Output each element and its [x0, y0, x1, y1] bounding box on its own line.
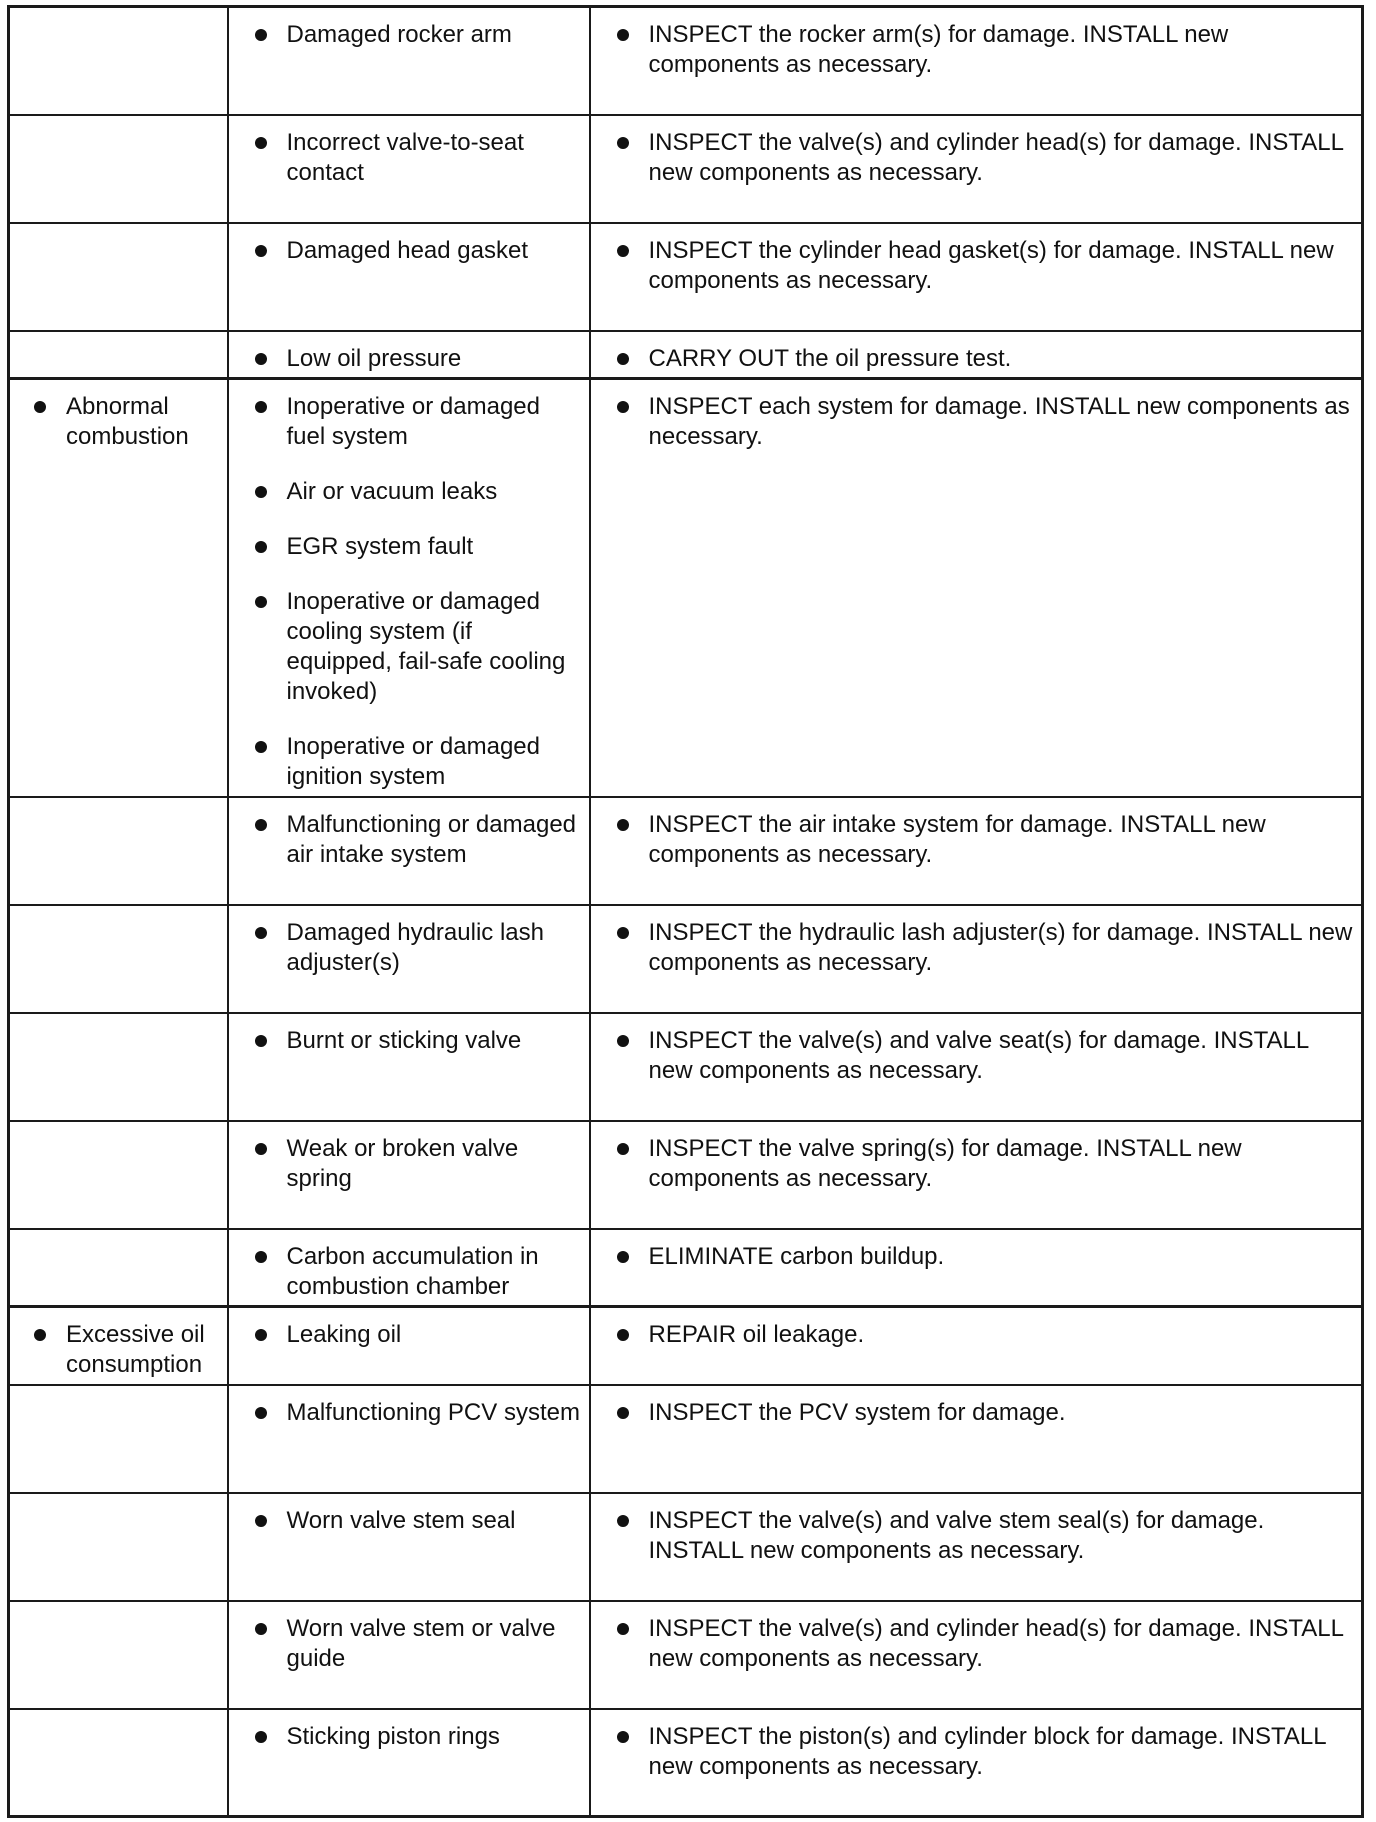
cause-text: Damaged hydraulic lash adjuster(s)	[286, 918, 544, 976]
bullet-icon	[34, 401, 46, 413]
cause-item	[229, 128, 581, 188]
cause-cell	[228, 331, 590, 379]
action-cell	[590, 223, 1363, 331]
table-row	[9, 7, 1363, 115]
cause-cell	[228, 905, 590, 1013]
cause-item	[229, 1722, 581, 1752]
action-text: INSPECT the PCV system for damage.	[648, 1398, 1066, 1426]
action-text: INSPECT the cylinder head gasket(s) for damage. INSTALL new components as necessary.	[648, 236, 1334, 294]
action-item	[591, 810, 1354, 870]
symptom-item	[10, 392, 219, 452]
bullet-icon	[255, 486, 267, 498]
symptom-cell	[9, 115, 228, 223]
cause-item	[229, 20, 581, 50]
action-cell	[590, 1493, 1363, 1601]
cause-text: Worn valve stem or valve guide	[286, 1614, 556, 1672]
cause-cell	[228, 223, 590, 331]
action-cell	[590, 1013, 1363, 1121]
symptom-text: Excessive oil consumption	[66, 1321, 205, 1378]
action-item	[591, 236, 1354, 296]
bullet-icon	[617, 29, 629, 41]
symptom-cell	[9, 1013, 228, 1121]
action-item	[591, 1134, 1354, 1194]
cause-cell	[228, 115, 590, 223]
action-item	[591, 1722, 1354, 1782]
cause-item	[229, 1506, 581, 1536]
symptom-cell	[9, 1385, 228, 1493]
symptom-item	[10, 1320, 219, 1380]
diagnosis-table-body	[9, 7, 1363, 1817]
cause-cell	[228, 1307, 590, 1385]
bullet-icon	[617, 137, 629, 149]
table-row	[9, 1229, 1363, 1307]
table-row	[9, 1307, 1363, 1385]
bullet-icon	[34, 1329, 46, 1341]
action-item	[591, 1320, 1354, 1350]
action-text: INSPECT the valve spring(s) for damage. INSTALL new components as necessary.	[648, 1134, 1242, 1192]
cause-item	[229, 1134, 581, 1194]
table-row	[9, 1709, 1363, 1817]
bullet-icon	[617, 401, 629, 413]
bullet-icon	[617, 1731, 629, 1743]
cause-cell	[228, 379, 590, 797]
action-cell	[590, 1229, 1363, 1307]
cause-item	[229, 1614, 581, 1674]
cause-text: Burnt or sticking valve	[286, 1026, 522, 1054]
table-row	[9, 1013, 1363, 1121]
bullet-icon	[255, 29, 267, 41]
cause-item	[229, 1026, 581, 1056]
bullet-icon	[255, 1623, 267, 1635]
cause-text: Leaking oil	[286, 1321, 402, 1348]
bullet-icon	[255, 1407, 267, 1419]
bullet-icon	[255, 245, 267, 257]
bullet-icon	[255, 1515, 267, 1527]
action-cell	[590, 115, 1363, 223]
action-item	[591, 20, 1354, 80]
action-text: INSPECT the rocker arm(s) for damage. INSTALL new components as necessary.	[648, 21, 1229, 78]
cause-text: Low oil pressure	[286, 344, 462, 372]
bullet-icon	[617, 245, 629, 257]
action-text: CARRY OUT the oil pressure test.	[648, 344, 1012, 372]
action-cell	[590, 1307, 1363, 1385]
bullet-icon	[617, 1407, 629, 1419]
action-text: INSPECT the valve(s) and cylinder head(s) for damage. INSTALL new components as necessary.	[648, 1614, 1344, 1672]
symptom-text: Abnormal combustion	[66, 393, 189, 450]
bullet-icon	[617, 819, 629, 831]
cause-item	[229, 1398, 581, 1428]
cause-item	[229, 732, 581, 792]
symptom-cell	[9, 1709, 228, 1817]
bullet-icon	[255, 1329, 267, 1341]
table-row	[9, 379, 1363, 797]
bullet-icon	[255, 137, 267, 149]
action-cell	[590, 331, 1363, 379]
symptom-cell	[9, 1121, 228, 1229]
bullet-icon	[617, 1251, 629, 1263]
cause-text: Carbon accumulation in combustion chamber	[286, 1242, 539, 1300]
action-item	[591, 344, 1354, 374]
bullet-icon	[617, 1623, 629, 1635]
cause-item	[229, 477, 581, 507]
action-text: INSPECT the hydraulic lash adjuster(s) for damage. INSTALL new components as necessary.	[648, 918, 1353, 976]
table-row	[9, 1385, 1363, 1493]
action-text: INSPECT the valve(s) and cylinder head(s) for damage. INSTALL new components as necessary.	[648, 128, 1344, 186]
action-text: INSPECT the valve(s) and valve seat(s) for damage. INSTALL new components as necessary.	[648, 1026, 1309, 1084]
bullet-icon	[617, 1329, 629, 1341]
cause-item	[229, 587, 581, 707]
bullet-icon	[617, 927, 629, 939]
cause-text: Sticking piston rings	[286, 1722, 500, 1750]
table-row	[9, 115, 1363, 223]
cause-text: Air or vacuum leaks	[286, 478, 498, 505]
action-item	[591, 1614, 1354, 1674]
cause-item	[229, 532, 581, 562]
cause-cell	[228, 797, 590, 905]
action-item	[591, 128, 1354, 188]
action-item	[591, 1506, 1354, 1566]
cause-cell	[228, 1385, 590, 1493]
bullet-icon	[255, 819, 267, 831]
cause-text: Damaged head gasket	[286, 236, 528, 264]
cause-cell	[228, 1709, 590, 1817]
table-row	[9, 797, 1363, 905]
action-cell	[590, 905, 1363, 1013]
cause-text: Inoperative or damaged ignition system	[286, 733, 540, 790]
cause-text: Inoperative or damaged fuel system	[286, 393, 540, 450]
action-cell	[590, 379, 1363, 797]
table-row	[9, 905, 1363, 1013]
action-cell	[590, 1601, 1363, 1709]
cause-item	[229, 1320, 581, 1350]
action-item	[591, 918, 1354, 978]
table-row	[9, 223, 1363, 331]
action-cell	[590, 797, 1363, 905]
cause-text: Malfunctioning PCV system	[286, 1398, 580, 1426]
symptom-cell	[9, 1307, 228, 1385]
cause-item	[229, 344, 581, 374]
bullet-icon	[255, 401, 267, 413]
bullet-icon	[255, 741, 267, 753]
action-item	[591, 1242, 1354, 1272]
cause-item	[229, 236, 581, 266]
bullet-icon	[617, 1143, 629, 1155]
symptom-cell	[9, 905, 228, 1013]
action-cell	[590, 1121, 1363, 1229]
cause-text: Damaged rocker arm	[286, 21, 512, 48]
action-cell	[590, 7, 1363, 115]
symptom-cell	[9, 1601, 228, 1709]
table-row	[9, 1601, 1363, 1709]
symptom-cell	[9, 223, 228, 331]
cause-text: Incorrect valve-to-seat contact	[286, 128, 524, 186]
symptom-cell	[9, 7, 228, 115]
action-item	[591, 392, 1354, 452]
action-item	[591, 1026, 1354, 1086]
action-text: INSPECT the air intake system for damage. INSTALL new components as necessary.	[648, 810, 1266, 868]
action-text: ELIMINATE carbon buildup.	[648, 1242, 945, 1270]
bullet-icon	[255, 927, 267, 939]
cause-cell	[228, 1493, 590, 1601]
bullet-icon	[255, 1143, 267, 1155]
bullet-icon	[617, 353, 629, 365]
action-text: INSPECT the valve(s) and valve stem seal(s) for damage. INSTALL new components as necessary.	[648, 1506, 1265, 1564]
bullet-icon	[617, 1515, 629, 1527]
symptom-cell	[9, 331, 228, 379]
action-cell	[590, 1709, 1363, 1817]
action-cell	[590, 1385, 1363, 1493]
cause-cell	[228, 1229, 590, 1307]
cause-item	[229, 392, 581, 452]
diagnosis-table	[7, 5, 1364, 1818]
action-text: INSPECT each system for damage. INSTALL new components as necessary.	[648, 393, 1350, 450]
table-row	[9, 1121, 1363, 1229]
cause-cell	[228, 7, 590, 115]
cause-item	[229, 1242, 581, 1302]
symptom-cell	[9, 797, 228, 905]
bullet-icon	[255, 1251, 267, 1263]
cause-text: Worn valve stem seal	[286, 1506, 516, 1534]
cause-item	[229, 918, 581, 978]
bullet-icon	[255, 596, 267, 608]
cause-item	[229, 810, 581, 870]
action-text: REPAIR oil leakage.	[648, 1321, 865, 1348]
cause-text: EGR system fault	[286, 533, 474, 560]
bullet-icon	[255, 541, 267, 553]
symptom-cell	[9, 379, 228, 797]
action-item	[591, 1398, 1354, 1428]
action-text: INSPECT the piston(s) and cylinder block for damage. INSTALL new components as necessary.	[648, 1722, 1326, 1780]
cause-text: Weak or broken valve spring	[286, 1134, 519, 1192]
symptom-cell	[9, 1229, 228, 1307]
table-row	[9, 1493, 1363, 1601]
cause-text: Malfunctioning or damaged air intake system	[286, 810, 577, 868]
bullet-icon	[255, 1035, 267, 1047]
cause-cell	[228, 1121, 590, 1229]
table-row	[9, 331, 1363, 379]
cause-cell	[228, 1013, 590, 1121]
bullet-icon	[255, 1731, 267, 1743]
symptom-cell	[9, 1493, 228, 1601]
bullet-icon	[617, 1035, 629, 1047]
bullet-icon	[255, 353, 267, 365]
cause-cell	[228, 1601, 590, 1709]
cause-text: Inoperative or damaged cooling system (if equipped, fail-safe cooling invoked)	[286, 588, 566, 705]
